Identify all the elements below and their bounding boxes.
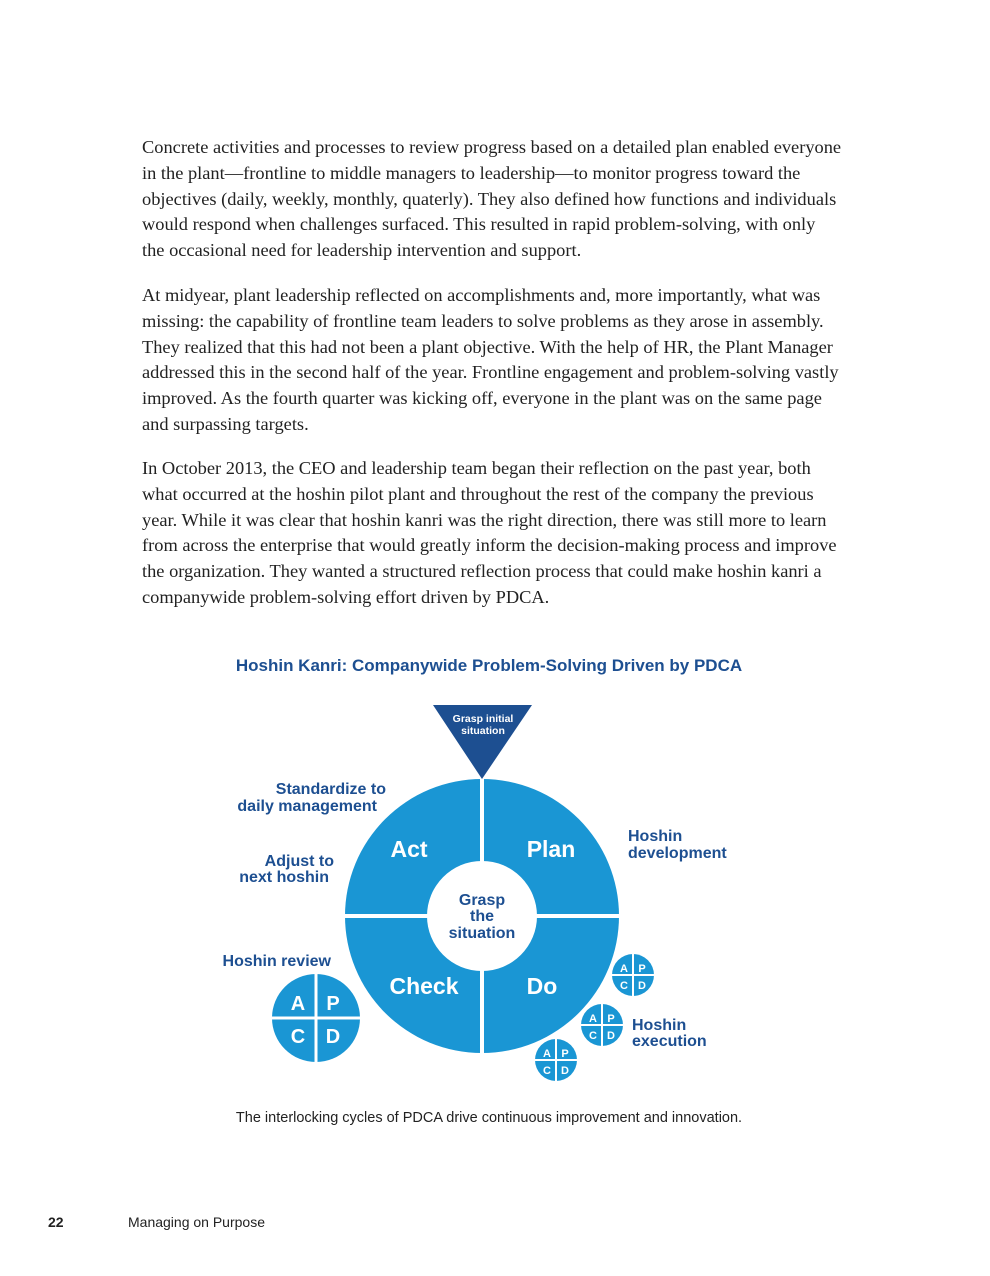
review-pdca-circle [272,974,360,1062]
execution-pdca-3-c: C [543,1065,551,1077]
quadrant-act: Act [390,836,428,862]
triangle-label-line1: Grasp initial [452,713,514,725]
review-pdca-p: P [326,993,340,1015]
execution-pdca-3-divider-h [535,1059,577,1061]
execution-pdca-1-a: A [620,963,628,975]
standardize-label-line1: Standardize to [275,781,386,798]
figure-title: Hoshin Kanri: Companywide Problem-Solving Driven by PDCA [235,656,743,675]
center-label-line2: the [470,908,494,925]
execution-pdca-2-p: P [607,1013,615,1025]
execution-pdca-circle-2 [581,1004,623,1046]
body-paragraph-1: Concrete activities and processes to review progress based on a detailed plan enabled everyone in the plant—frontline to middle managers to leadership—to monitor progress toward the objectives (daily, weekly, monthly, quaterly). They also defined how functions and individuals would respond when challenges surfaced. This resulted in rapid problem-solving, with only the occasional need for leadership intervention and support. [142,137,842,261]
execution-pdca-3-d: D [561,1065,569,1077]
execution-pdca-circle-3 [535,1039,577,1081]
triangle-label-line2: situation [461,725,505,737]
execution-pdca-1-d: D [638,980,646,992]
execution-pdca-circle-1 [612,954,654,996]
review-label: Hoshin review [222,953,331,970]
development-label-line2: development [628,845,727,862]
development-label-line1: Hoshin [628,828,683,845]
review-pdca-divider-h [272,1017,360,1020]
quadrant-check: Check [389,973,459,999]
execution-pdca-2-a: A [589,1013,597,1025]
execution-pdca-1-divider-h [612,974,654,976]
quadrant-plan: Plan [526,836,576,862]
body-paragraph-2: At midyear, plant leadership reflected on accomplishments and, more importantly, what was missing: the capability of frontline team leaders to solve problems as they arose in assembly. They realized that this had not been a plant objective. With the help of HR, the Plant Manager addressed this in the second half of the year. Frontline engagement and problem-solving vastly improved. As the fourth quarter was kicking off, everyone in the plant was on the same page and surpassing targets. [142,285,839,434]
center-label-line3: situation [448,925,516,942]
body-paragraph-3: In October 2013, the CEO and leadership team began their reflection on the past year, both what occurred at the hoshin pilot plant and throughout the rest of the company the previous year. While it was clear that hoshin kanri was the right direction, there was still more to learn from across the enterprise that would greatly inform the decision-making process and improve the organization. They wanted a structured reflection process that could make hoshin kanri a companywide problem-solving effort driven by PDCA. [142,458,837,607]
execution-pdca-2-divider-h [581,1024,623,1026]
execution-label-line1: Hoshin [632,1017,687,1034]
page-number: 22 [48,1214,64,1230]
execution-pdca-3-p: P [561,1048,569,1060]
execution-pdca-1-p: P [638,963,646,975]
running-footer-title: Managing on Purpose [128,1214,265,1230]
review-pdca-c: C [290,1026,306,1048]
review-pdca-d: D [325,1026,341,1048]
execution-pdca-2-d: D [607,1030,615,1042]
center-label-line1: Grasp [458,892,506,909]
execution-label-line2: execution [632,1033,707,1050]
execution-pdca-1-c: C [620,980,628,992]
adjust-label-line2: next hoshin [239,869,329,886]
standardize-label-line2: daily management [237,798,377,815]
figure-caption: The interlocking cycles of PDCA drive continuous improvement and innovation. [235,1110,743,1126]
execution-pdca-3-a: A [543,1048,551,1060]
review-pdca-a: A [290,993,306,1015]
quadrant-do: Do [526,973,558,999]
execution-pdca-2-c: C [589,1030,597,1042]
adjust-label-line1: Adjust to [264,853,334,870]
